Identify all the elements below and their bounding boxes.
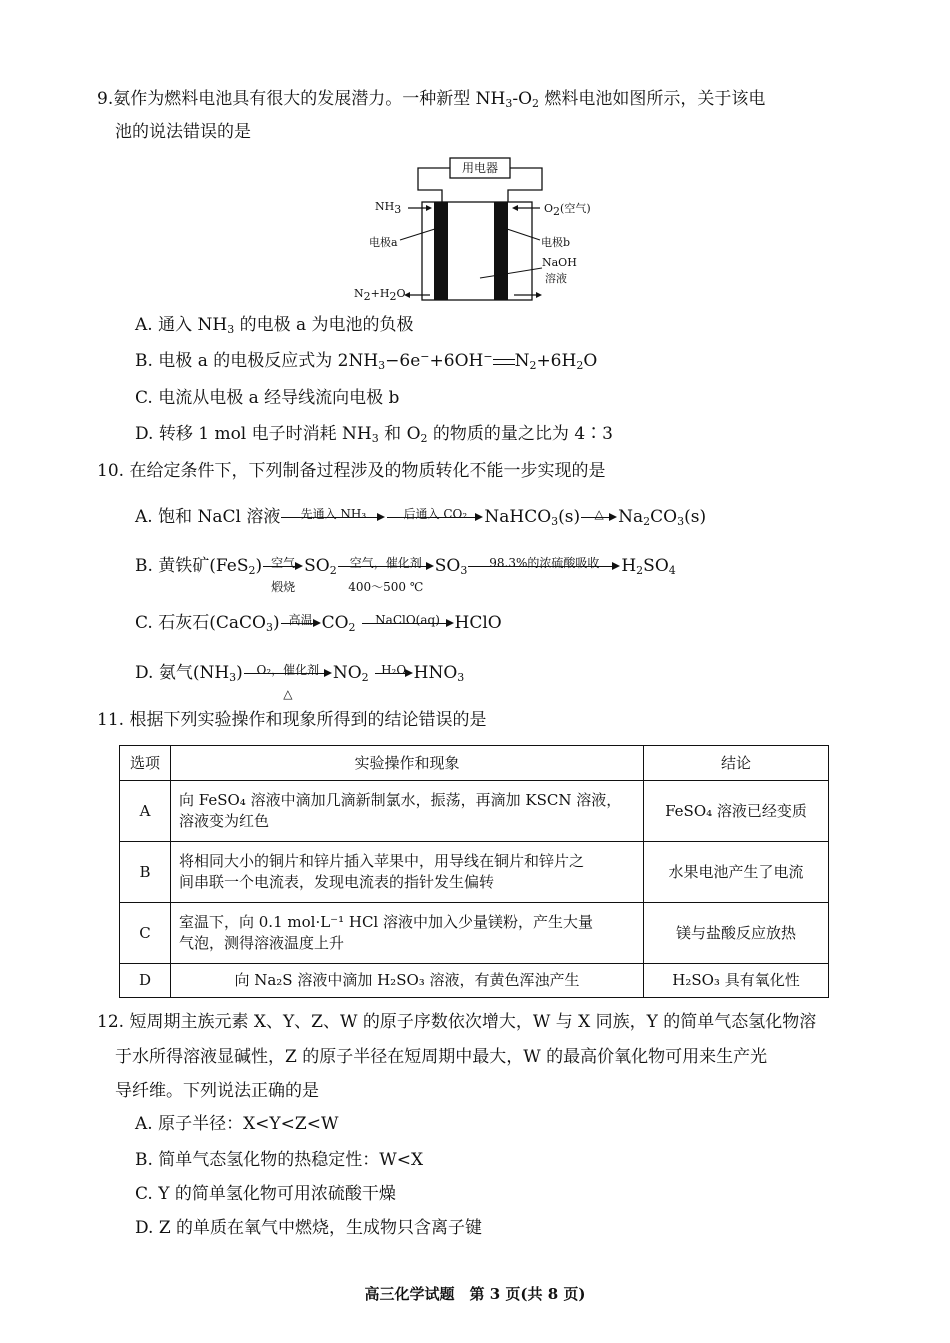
- row-operation: 向 Na₂S 溶液中滴加 H₂SO₃ 溶液，有黄色浑浊产生: [171, 964, 644, 998]
- wire-left: [418, 168, 450, 202]
- header-option: 选项: [120, 746, 171, 781]
- q9-option-c: C. 电流从电极 a 经导线流向电极 b: [135, 388, 400, 408]
- nh3-inlet-label: $NH_3$: [375, 200, 402, 216]
- wire-right: [508, 168, 542, 202]
- q9-stem-line2: 池的说法错误的是: [115, 122, 251, 142]
- row-operation: 室温下，向 0.1 mol·L⁻¹ HCl 溶液中加入少量镁粉，产生大量 气泡，测得溶液温度上升: [171, 903, 644, 964]
- arrow-b2: 空气，催化剂 400～500 ℃: [338, 553, 434, 581]
- q12-option-a: A. 原子半径：X<Y<Z<W: [135, 1114, 339, 1134]
- q12-stem-line3: 导纤维。下列说法正确的是: [115, 1081, 319, 1101]
- table-row: [120, 903, 829, 964]
- q9-option-b: B. 电极 a 的电极反应式为 $2NH_3-6e^-+6OH^-$ $N_2+6H_2O$: [135, 350, 598, 372]
- q10-option-c: C. 石灰石(CaCO$_3$) 高温 $CO_2$ NaClO(aq) HClO: [135, 609, 502, 638]
- arrow-c1: 高温: [281, 610, 321, 638]
- fuel-cell-diagram: [350, 150, 610, 310]
- row-operation: 向 FeSO₄ 溶液中滴加几滴新制氯水，振荡，再滴加 KSCN 溶液， 溶液变为红色: [171, 781, 644, 842]
- page-footer: 高三化学试题 第 3 页(共 8 页): [364, 1285, 586, 1303]
- row-conclusion: FeSO₄ 溶液已经变质: [644, 781, 829, 842]
- arrow-d1: O₂，催化剂 △: [244, 660, 332, 688]
- electrode-a-label: 电极a: [369, 236, 398, 249]
- load-label: 用电器: [461, 161, 498, 175]
- q12-option-d: D. Z 的单质在氧气中燃烧，生成物只含离子键: [135, 1218, 483, 1238]
- arrow-b1: 空气 煅烧: [263, 553, 303, 581]
- electrolyte-label-2: 溶液: [545, 272, 567, 285]
- row-conclusion: 水果电池产生了电流: [644, 842, 829, 903]
- row-conclusion: H₂SO₃ 具有氧化性: [644, 964, 829, 998]
- q9-stem-line1: 9.氨作为燃料电池具有很大的发展潜力。一种新型 $NH_3-O_2$ 燃料电池如图所示，关于该电: [97, 89, 766, 110]
- equals-sign: [493, 355, 515, 369]
- arrow-a3: △: [581, 504, 617, 532]
- arrow-a1: 先通入 NH₃: [281, 504, 385, 532]
- o2-inlet-label: $O_2$(空气): [544, 202, 591, 218]
- q12-stem-line2: 于水所得溶液显碱性，Z 的原子半径在短周期中最大，W 的最高价氧化物可用来生产光: [115, 1047, 768, 1067]
- q12-option-b: B. 简单气态氢化物的热稳定性：W<X: [135, 1150, 424, 1170]
- electrode-b-label: 电极b: [541, 236, 571, 249]
- electrode-a-bar: [434, 202, 448, 300]
- electrode-b-bar: [494, 202, 508, 300]
- q12-stem-line1: 12. 短周期主族元素 X、Y、Z、W 的原子序数依次增大，W 与 X 同族，Y 的简单气态氢化物溶: [97, 1012, 817, 1032]
- table-row: [120, 842, 829, 903]
- arrow-d2: H₂O: [375, 660, 413, 688]
- table-header-row: [120, 746, 829, 781]
- row-option: A: [120, 781, 171, 842]
- q10-option-a: A. 饱和 NaCl 溶液 先通入 NH₃ 后通入 CO₂ NaHCO$_3$(s) △ $Na_2CO_3(s)$: [135, 503, 706, 532]
- q11-stem: 11. 根据下列实验操作和现象所得到的结论错误的是: [97, 710, 487, 730]
- experiment-table: [119, 745, 829, 998]
- row-option: B: [120, 842, 171, 903]
- outlet-label: $N_2+H_2O$: [354, 287, 406, 303]
- row-option: D: [120, 964, 171, 998]
- q12-option-c: C. Y 的简单氢化物可用浓硫酸干燥: [135, 1184, 396, 1204]
- table-row: [120, 964, 829, 998]
- q10-option-b: B. 黄铁矿(FeS$_2$) 空气 煅烧 $SO_2$ 空气，催化剂 400～500 ℃ $SO_3$ 98.3%的浓硫酸吸收 $H_2SO_4$: [135, 552, 676, 581]
- q9-option-a: A. 通入 $NH_3$ 的电极 a 为电池的负极: [135, 315, 414, 336]
- arrow-a2: 后通入 CO₂: [387, 504, 483, 532]
- q10-stem: 10. 在给定条件下，下列制备过程涉及的物质转化不能一步实现的是: [97, 461, 606, 481]
- table-row: [120, 781, 829, 842]
- header-operation: 实验操作和现象: [171, 746, 644, 781]
- header-conclusion: 结论: [644, 746, 829, 781]
- q9-option-d: D. 转移 1 mol 电子时消耗 $NH_3$ 和 $O_2$ 的物质的量之比为 4∶3: [135, 424, 613, 445]
- row-option: C: [120, 903, 171, 964]
- arrow-b3: 98.3%的浓硫酸吸收: [468, 553, 620, 581]
- electrolyte-label-1: NaOH: [542, 256, 577, 269]
- arrow-c2: NaClO(aq): [362, 610, 454, 638]
- q9-number: 9.: [97, 89, 114, 109]
- q10-option-d: D. 氨气$(NH_3)$ O₂，催化剂 △ $NO_2$ H₂O $HNO_3$: [135, 659, 464, 688]
- row-operation: 将相同大小的铜片和锌片插入苹果中，用导线在铜片和锌片之 间串联一个电流表，发现电流表的指针发生偏转: [171, 842, 644, 903]
- row-conclusion: 镁与盐酸反应放热: [644, 903, 829, 964]
